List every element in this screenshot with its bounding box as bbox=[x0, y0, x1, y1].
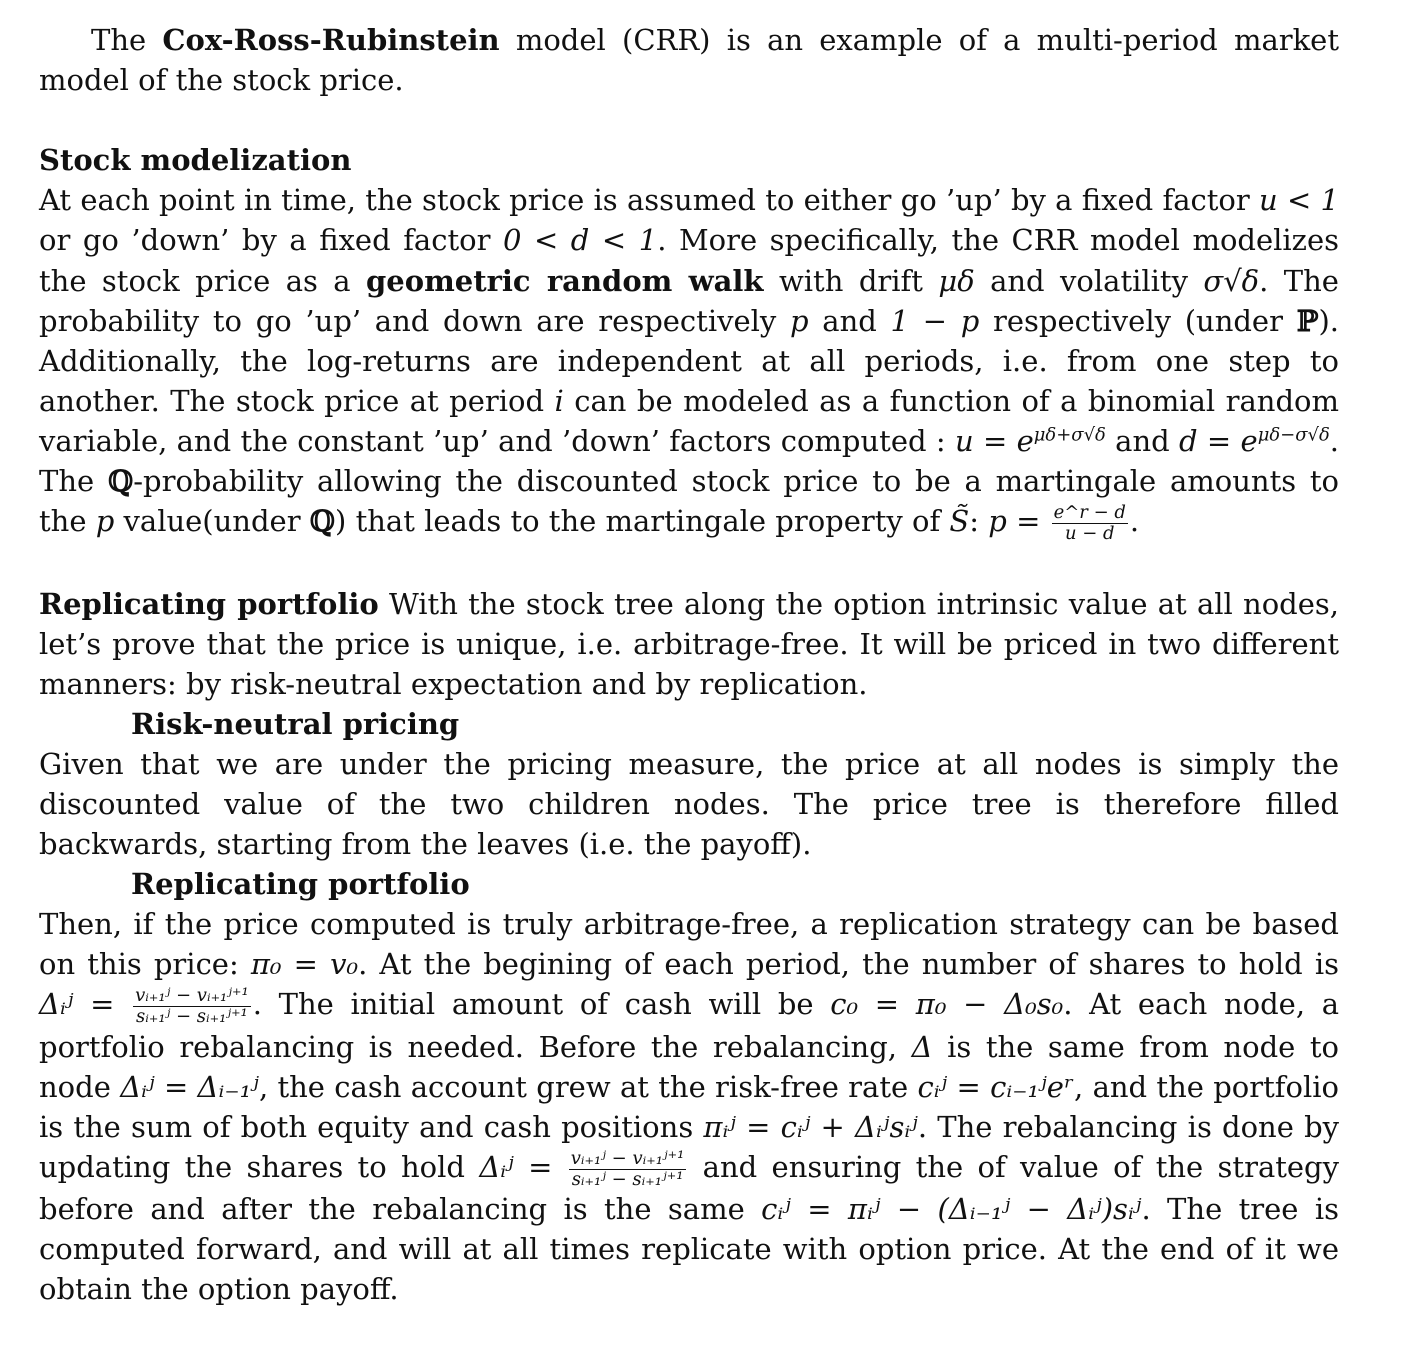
math-one-minus-p: 1 − p bbox=[890, 303, 980, 338]
text-run: and volatility bbox=[974, 263, 1204, 298]
math-volatility: σ√δ bbox=[1203, 263, 1260, 298]
math-measure-Q: ℚ bbox=[107, 464, 134, 499]
text-run: . The tree is computed forward, and will at all times replicate with option price. At the end of it we obtain the option payoff. bbox=[39, 1192, 1340, 1307]
text-run: Then, if the price computed is truly arbitrage-free, a replication strategy can be based on this price: bbox=[39, 907, 1339, 982]
subsection-heading-risk-neutral: Risk-neutral pricing bbox=[131, 706, 460, 741]
fraction-delta bbox=[133, 986, 251, 1027]
replicating-portfolio-paragraph bbox=[39, 904, 1339, 1309]
risk-neutral-paragraph: Given that we are under the pricing measure, the price at all nodes is simply the discounted value of the two children nodes. The price tree is therefore filled backwards, starting from the leaves (i.e. the payoff). bbox=[39, 746, 1339, 862]
math-p-eq: p = bbox=[988, 504, 1041, 539]
intro-text-start: The bbox=[91, 23, 163, 57]
text-run: d = e bbox=[1179, 423, 1258, 458]
spacer bbox=[39, 100, 1339, 140]
spacer bbox=[39, 543, 1339, 583]
text-run: ) that leads to the martingale property of bbox=[335, 504, 950, 539]
text-run: . The probability to go ’up’ and down are respectively bbox=[39, 263, 1339, 338]
text-run: : bbox=[969, 504, 989, 539]
text-run: At each point in time, the stock price is assumed to either go ’up’ by a fixed factor bbox=[39, 183, 1259, 218]
text-run: . The initial amount of cash will be bbox=[252, 987, 831, 1022]
intro-text-end: model (CRR) is an example of a multi-period market model of the stock price. bbox=[39, 23, 1339, 98]
fraction-numerator: vᵢ₊₁ʲ − vᵢ₊₁ʲ⁺¹ bbox=[135, 985, 249, 1007]
math-p: p bbox=[95, 504, 115, 539]
stock-paragraph bbox=[39, 180, 1339, 543]
geometric-random-walk-term: geometric random walk bbox=[366, 263, 764, 298]
text-run: and bbox=[1105, 423, 1180, 458]
text-run: ). Additionally, the log-returns are independent at all periods, i.e. from one step to another. The stock price at period bbox=[39, 303, 1340, 418]
math-S-tilde: S̃ bbox=[949, 504, 970, 539]
math-i: i bbox=[554, 383, 564, 418]
text-run: . At each node, a portfolio rebalancing is needed. Before the rebalancing, bbox=[39, 987, 1340, 1064]
math-cash-rebalance: cᵢʲ = πᵢʲ − (Δᵢ₋₁ʲ − Δᵢʲ)sᵢʲ bbox=[761, 1192, 1142, 1227]
text-run: . The rebalancing is done by updating the shares to hold bbox=[39, 1109, 1340, 1184]
math-u-def bbox=[955, 424, 1106, 458]
math-portfolio: πᵢʲ = cᵢʲ + Δᵢʲsᵢʲ bbox=[703, 1109, 918, 1144]
text-run: , and the portfolio is the sum of both equity and cash positions bbox=[39, 1069, 1339, 1144]
document-page bbox=[39, 20, 1339, 1310]
math-drift: μδ bbox=[938, 263, 975, 298]
math-p: p bbox=[790, 303, 809, 338]
text-run: , the cash account grew at the risk-free rate bbox=[258, 1069, 918, 1104]
exponent: μδ−σ√δ bbox=[1257, 424, 1330, 446]
text-run: . The bbox=[39, 423, 1339, 499]
math-Delta: Δ bbox=[911, 1029, 933, 1064]
math-delta-same: Δᵢʲ = Δᵢ₋₁ʲ bbox=[120, 1069, 259, 1104]
fraction-numerator: vᵢ₊₁ʲ − vᵢ₊₁ʲ⁺¹ bbox=[570, 1147, 685, 1169]
intro-paragraph bbox=[39, 20, 1339, 100]
math-c0: c₀ = π₀ − Δ₀s₀ bbox=[830, 987, 1064, 1022]
fraction-denominator: sᵢ₊₁ʲ − sᵢ₊₁ʲ⁺¹ bbox=[136, 1005, 248, 1027]
fraction-denominator: sᵢ₊₁ʲ − sᵢ₊₁ʲ⁺¹ bbox=[571, 1168, 684, 1190]
fraction-delta bbox=[569, 1149, 687, 1190]
fraction-p bbox=[1052, 503, 1128, 544]
math-delta: Δᵢʲ = bbox=[39, 987, 115, 1022]
text-run: or go ’down’ by a fixed factor bbox=[39, 223, 503, 258]
text-run: is the same from node to node bbox=[39, 1029, 1339, 1104]
text-run: -probability allowing the discounted stock price to be a martingale amounts to the bbox=[39, 464, 1340, 539]
replicating-intro-paragraph bbox=[39, 584, 1339, 704]
math-u-lt-1: u < 1 bbox=[1259, 183, 1339, 218]
subsection-heading-replicating: Replicating portfolio bbox=[131, 867, 470, 902]
text-run: and bbox=[808, 303, 891, 338]
section-heading-stock: Stock modelization bbox=[39, 143, 352, 178]
replicating-heading: Replicating portfolio bbox=[39, 586, 379, 621]
crr-model-name: Cox-Ross-Rubinstein bbox=[162, 23, 500, 57]
text-run: u = e bbox=[954, 423, 1034, 458]
fraction-denominator: u − d bbox=[1064, 522, 1115, 544]
math-measure-Q: ℚ bbox=[309, 504, 336, 539]
text-run: and ensuring the of value of the strategy before and after the rebalancing is the same bbox=[39, 1150, 1340, 1227]
text-run: respectively (under bbox=[979, 303, 1297, 338]
text-run: . bbox=[1129, 504, 1140, 539]
text-run: can be modeled as a function of a binomial random variable, and the constant ’up’ and ’down’ factors computed : bbox=[39, 383, 1339, 458]
math-d-def bbox=[1179, 424, 1330, 458]
math-d-range: 0 < d < 1 bbox=[502, 223, 658, 258]
exponent: μδ+σ√δ bbox=[1033, 424, 1106, 446]
text-run: With the stock tree along the option intrinsic value at all nodes, let’s prove that the price is unique, i.e. arbitrage-free. It will be priced in two different manners: by risk-neutral expectation and by replication. bbox=[39, 586, 1340, 701]
math-cash-growth: cᵢʲ = cᵢ₋₁ʲeʳ bbox=[917, 1069, 1075, 1104]
math-pi0: π₀ = v₀ bbox=[250, 947, 359, 982]
text-run: . At the begining of each period, the number of shares to hold is bbox=[358, 947, 1339, 982]
math-measure-P: ℙ bbox=[1296, 303, 1319, 338]
text-run: value(under bbox=[114, 504, 310, 539]
text-run: . More specifically, the CRR model modelizes the stock price as a bbox=[39, 223, 1339, 298]
math-delta: Δᵢʲ = bbox=[479, 1150, 553, 1184]
fraction-numerator: e^r − d bbox=[1053, 501, 1126, 523]
text-run: with drift bbox=[763, 263, 939, 298]
